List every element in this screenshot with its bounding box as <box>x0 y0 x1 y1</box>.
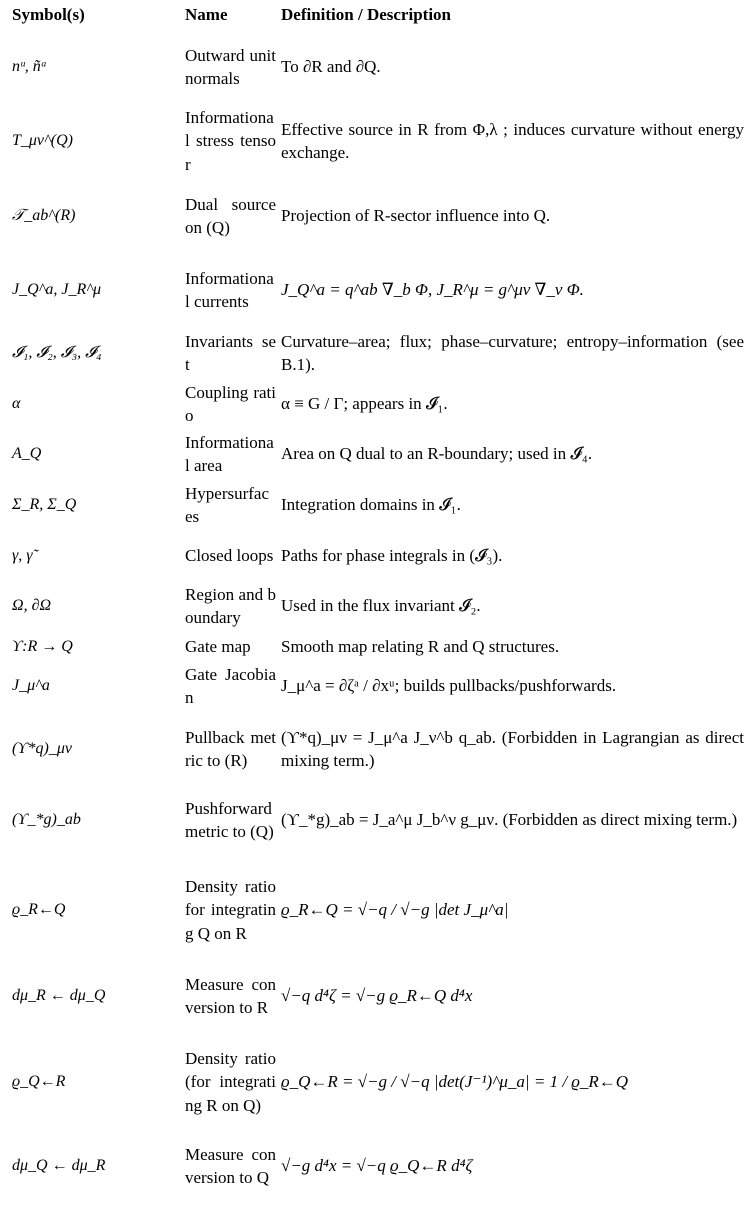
name-cell <box>185 634 276 660</box>
name-cell <box>185 380 276 428</box>
description-text: √−q d⁴ζ = √−g ϱ_R←Q d⁴x <box>281 986 473 1006</box>
name-text: Density ratio (for integrating R on Q) <box>185 1048 276 1115</box>
description-text: Integration domains in 𝓘₁. <box>281 495 461 515</box>
table-row <box>0 634 749 660</box>
table-row <box>0 662 749 710</box>
name-cell <box>185 960 276 1032</box>
symbol-cell <box>12 1130 180 1202</box>
description-text: Curvature–area; flux; phase–curvature; entropy–information (see B.1). <box>281 331 744 374</box>
name-text: Closed loops <box>185 546 274 566</box>
description-text: Paths for phase integrals in (𝓘₃). <box>281 546 503 566</box>
name-text: Informational currents <box>185 268 274 311</box>
description-cell <box>281 329 744 377</box>
name-text: Invariants set <box>185 331 276 374</box>
table-row <box>0 105 749 177</box>
symbol-text: J_μ^a <box>12 677 50 694</box>
symbol-cell <box>12 180 180 252</box>
symbol-text: dμ_Q ← dμ_R <box>12 1157 106 1174</box>
name-cell <box>185 861 276 959</box>
symbol-text: T_μν^(Q) <box>12 132 73 149</box>
table-row <box>0 582 749 630</box>
description-text: J_Q^a = q^ab ∇_b Φ, J_R^μ = g^μν ∇_ν Φ. <box>281 280 584 300</box>
name-text: Measure conversion to R <box>185 974 276 1017</box>
table-row <box>0 1033 749 1131</box>
name-cell <box>185 784 276 856</box>
symbol-text: γ, γ̃ <box>12 547 33 564</box>
symbol-cell <box>12 582 180 630</box>
symbol-text: ϱ_Q←R <box>12 1073 66 1090</box>
name-text: Informational stress tensor <box>185 107 276 174</box>
name-cell <box>185 713 276 785</box>
description-cell <box>281 380 744 428</box>
description-text: (ϒ*q)_μν = J_μ^a J_ν^b q_ab. (Forbidden in Lagrangian as direct mixing term.) <box>281 727 744 770</box>
table-row <box>0 784 749 856</box>
symbol-text: (ϒ*q)_μν <box>12 740 72 757</box>
name-cell <box>185 481 276 529</box>
name-cell <box>185 582 276 630</box>
name-text: Pushforward metric to (Q) <box>185 798 274 841</box>
table-row <box>0 430 749 478</box>
description-cell <box>281 180 744 252</box>
table-row <box>0 180 749 252</box>
name-text: Density ratio for integrating Q on R <box>185 876 276 943</box>
symbol-text: ϒ:R → Q <box>12 638 73 655</box>
header-definition: Definition / Description <box>281 5 451 24</box>
symbol-text: A_Q <box>12 445 42 462</box>
description-text: Area on Q dual to an R-boundary; used in 𝓘₄. <box>281 444 593 464</box>
symbol-cell <box>12 784 180 856</box>
description-cell <box>281 713 744 785</box>
name-text: Hypersurfaces <box>185 483 270 526</box>
name-cell <box>185 105 276 177</box>
symbol-cell <box>12 634 180 660</box>
symbol-text: nᵘ, ñᵃ <box>12 58 48 75</box>
name-text: Region and boundary <box>185 584 276 627</box>
name-cell <box>185 430 276 478</box>
description-text: (ϒ_*g)_ab = J_a^μ J_b^ν g_μν. (Forbidden as direct mixing term.) <box>281 810 738 830</box>
symbol-cell <box>12 861 180 959</box>
name-cell <box>185 1130 276 1202</box>
table-row <box>0 31 749 103</box>
name-text: Gate Jacobian <box>185 664 276 707</box>
symbol-text: dμ_R ← dμ_Q <box>12 987 106 1004</box>
symbol-text: 𝓘₁, 𝓘₂, 𝓘₃, 𝓘₄ <box>12 344 102 361</box>
header-symbols: Symbol(s) <box>12 5 85 24</box>
description-text: √−g d⁴x = √−q ϱ_Q←R d⁴ζ <box>281 1156 473 1176</box>
symbol-text: (ϒ_*g)_ab <box>12 811 81 828</box>
symbol-cell <box>12 960 180 1032</box>
description-text: Used in the flux invariant 𝓘₂. <box>281 596 481 616</box>
name-text: Dual source on (Q) <box>185 194 276 237</box>
table-row <box>0 713 749 785</box>
name-cell <box>185 254 276 326</box>
description-cell <box>281 105 744 177</box>
name-cell <box>185 532 276 580</box>
table-row <box>0 960 749 1032</box>
description-cell <box>281 254 744 326</box>
name-text: Gate map <box>185 637 251 657</box>
description-cell <box>281 31 744 103</box>
name-cell <box>185 329 276 377</box>
description-text: α ≡ G / Γ; appears in 𝓘₁. <box>281 394 448 414</box>
description-text: Projection of R-sector influence into Q. <box>281 206 551 226</box>
description-cell <box>281 1130 744 1202</box>
name-cell <box>185 1033 276 1131</box>
name-cell <box>185 180 276 252</box>
description-cell <box>281 1033 744 1131</box>
symbol-cell <box>12 662 180 710</box>
table-row <box>0 254 749 326</box>
table-row <box>0 481 749 529</box>
symbol-text: Σ_R, Σ_Q <box>12 496 77 513</box>
description-cell <box>281 582 744 630</box>
description-cell <box>281 960 744 1032</box>
description-cell <box>281 662 744 710</box>
symbol-cell <box>12 31 180 103</box>
description-cell <box>281 430 744 478</box>
symbol-cell <box>12 105 180 177</box>
symbol-cell <box>12 1033 180 1131</box>
name-text: Coupling ratio <box>185 382 276 425</box>
table-row <box>0 1130 749 1202</box>
symbol-cell <box>12 430 180 478</box>
description-text: ϱ_Q←R = √−g / √−q |det(J⁻¹)^μ_a| = 1 / ϱ_R←Q <box>281 1072 629 1092</box>
name-text: Outward unit normals <box>185 45 276 88</box>
description-text: To ∂R and ∂Q. <box>281 57 381 77</box>
name-cell <box>185 662 276 710</box>
description-cell <box>281 481 744 529</box>
symbol-text: Ω, ∂Ω <box>12 597 52 614</box>
name-text: Measure conversion to Q <box>185 1144 276 1187</box>
table-row <box>0 861 749 959</box>
symbol-cell <box>12 329 180 377</box>
description-cell <box>281 861 744 959</box>
description-cell <box>281 634 744 660</box>
description-cell <box>281 784 744 856</box>
header-name: Name <box>185 5 228 24</box>
name-text: Informational area <box>185 432 274 475</box>
symbol-cell <box>12 532 180 580</box>
symbol-cell <box>12 481 180 529</box>
description-cell <box>281 532 744 580</box>
description-text: ϱ_R←Q = √−q / √−g |det J_μ^a| <box>281 900 509 920</box>
name-text: Pullback metric to (R) <box>185 727 276 770</box>
symbol-cell <box>12 380 180 428</box>
symbol-text: ϱ_R←Q <box>12 901 66 918</box>
table-row <box>0 380 749 428</box>
symbol-cell <box>12 713 180 785</box>
description-text: Smooth map relating R and Q structures. <box>281 637 560 657</box>
symbol-text: 𝒯_ab^(R) <box>12 207 76 224</box>
table-row <box>0 532 749 580</box>
symbol-text: α <box>12 395 21 412</box>
table-row <box>0 329 749 377</box>
symbol-text: J_Q^a, J_R^μ <box>12 281 102 298</box>
name-cell <box>185 31 276 103</box>
symbol-cell <box>12 254 180 326</box>
description-text: Effective source in R from Φ,λ ; induces curvature without energy exchange. <box>281 119 744 162</box>
description-text: J_μ^a = ∂ζᵃ / ∂xᵘ; builds pullbacks/pushforwards. <box>281 676 617 696</box>
